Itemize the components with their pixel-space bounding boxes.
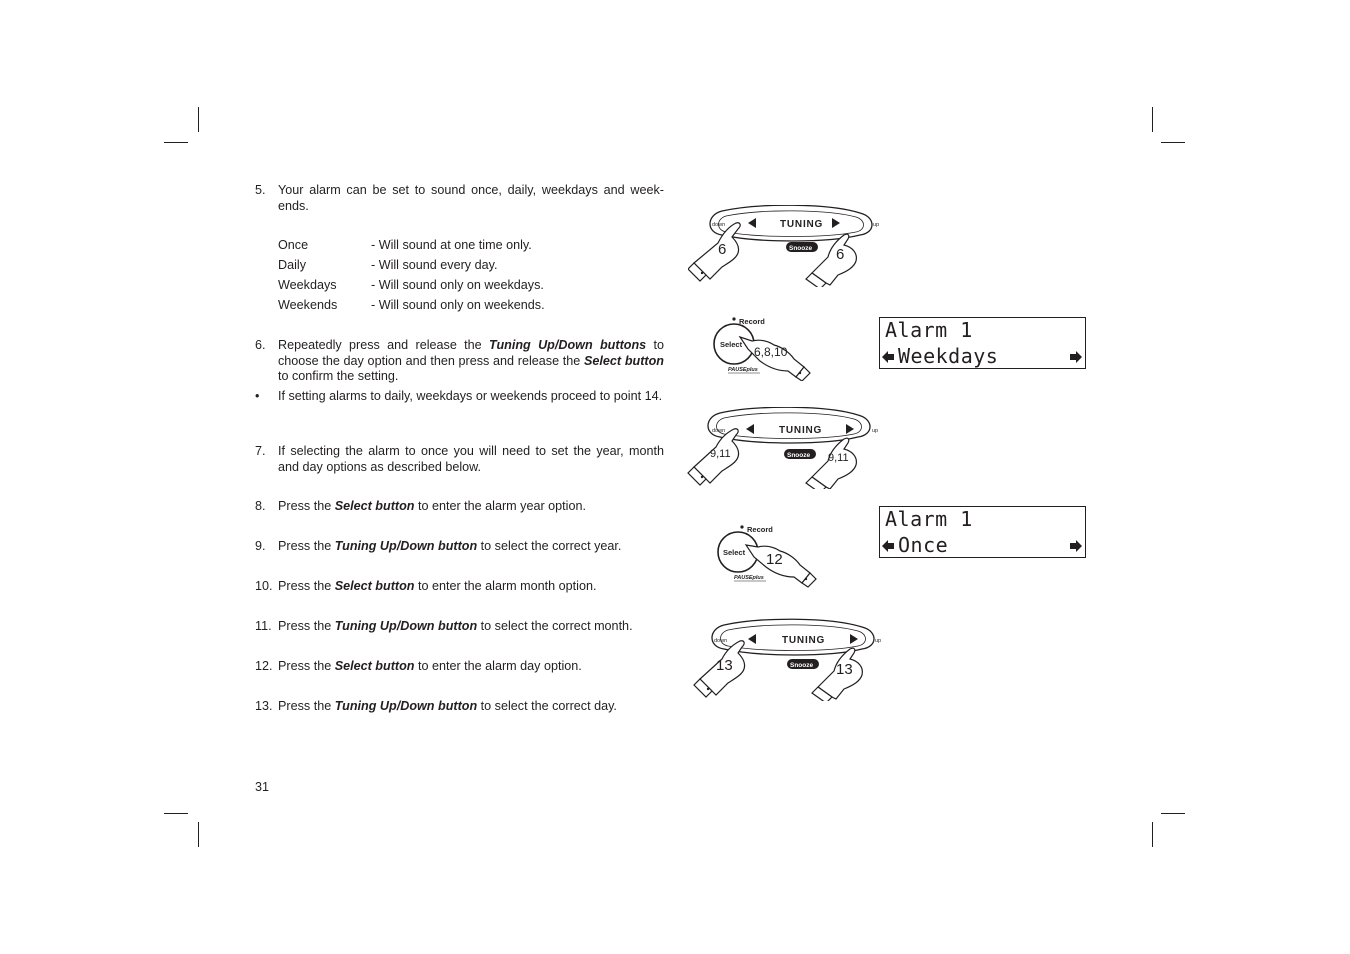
tuning-label: TUNING bbox=[780, 219, 824, 230]
record-dot-icon bbox=[732, 317, 735, 320]
step-10: 10. Press the Select button to enter the alarm month option. bbox=[255, 579, 597, 593]
step-11: 11. Press the Tuning Up/Down button to select the correct month. bbox=[255, 619, 633, 633]
snooze-label: Snooze bbox=[789, 245, 813, 252]
step-callout: 13 bbox=[836, 661, 853, 678]
step-7: 7. If selecting the alarm to once you will need to set the year, month and day options as described below. bbox=[255, 444, 664, 474]
crop-mark bbox=[198, 107, 199, 132]
up-label: up bbox=[875, 638, 882, 644]
pointing-hand-right bbox=[812, 648, 862, 701]
tuning-buttons-figure bbox=[690, 617, 890, 701]
select-button-figure bbox=[712, 523, 824, 589]
lcd-arrow-right-icon bbox=[1070, 351, 1082, 363]
pauseplus-logo: PAUSEplus bbox=[734, 575, 764, 581]
snooze-label: Snooze bbox=[787, 452, 811, 459]
crop-mark bbox=[1161, 142, 1185, 143]
down-label: down bbox=[712, 222, 726, 228]
up-label: up bbox=[872, 428, 879, 434]
lcd-arrow-left-icon bbox=[882, 540, 894, 552]
pointing-hand-right bbox=[806, 438, 856, 489]
step-callout: 6,8,10 bbox=[754, 345, 788, 359]
crop-mark bbox=[1152, 822, 1153, 847]
step-5: 5. Your alarm can be set to sound once, daily, weekdays and week-ends. bbox=[255, 183, 664, 213]
lcd-line-2: Once bbox=[898, 533, 949, 557]
step-callout: 9,11 bbox=[710, 448, 731, 460]
down-label: down bbox=[712, 428, 726, 434]
record-label: Record bbox=[747, 525, 773, 534]
lcd-line-1: Alarm 1 bbox=[885, 318, 973, 342]
lcd-display bbox=[879, 317, 1086, 369]
step-12: 12. Press the Select button to enter the alarm day option. bbox=[255, 659, 582, 673]
lcd-line-2: Weekdays bbox=[898, 344, 999, 368]
lcd-arrow-right-icon bbox=[1070, 540, 1082, 552]
step-6: 6. Repeatedly press and release the Tuning Up/Down buttons to choose the day option and then press and release the Select button to confirm the setting. bbox=[255, 338, 664, 384]
tuning-buttons-figure bbox=[688, 205, 888, 287]
step-callout: 12 bbox=[766, 551, 783, 568]
pauseplus-logo: PAUSEplus bbox=[728, 367, 758, 373]
record-label: Record bbox=[739, 317, 765, 326]
lcd-display bbox=[879, 506, 1086, 558]
page-number: 31 bbox=[255, 780, 270, 794]
step-bullet: • If setting alarms to daily, weekdays or weekends proceed to point 14. bbox=[255, 389, 663, 403]
step-13: 13. Press the Tuning Up/Down button to select the correct day. bbox=[255, 699, 617, 713]
tuning-label: TUNING bbox=[782, 635, 826, 646]
select-label: Select bbox=[723, 548, 746, 557]
down-label: down bbox=[714, 638, 728, 644]
crop-mark bbox=[1152, 107, 1153, 132]
step-callout: 13 bbox=[716, 657, 733, 674]
step-callout: 6 bbox=[718, 241, 727, 258]
step-8: 8. Press the Select button to enter the alarm year option. bbox=[255, 499, 586, 513]
crop-mark bbox=[1161, 813, 1185, 814]
up-label: up bbox=[873, 222, 880, 228]
select-button-figure bbox=[708, 315, 820, 381]
crop-mark bbox=[164, 813, 188, 814]
step-callout: 9,11 bbox=[828, 452, 849, 464]
record-dot-icon bbox=[740, 525, 743, 528]
select-label: Select bbox=[720, 340, 743, 349]
tuning-label: TUNING bbox=[779, 425, 823, 436]
pointing-hand-left bbox=[694, 641, 745, 697]
snooze-label: Snooze bbox=[790, 662, 814, 669]
step-9: 9. Press the Tuning Up/Down button to select the correct year. bbox=[255, 539, 622, 553]
lcd-line-1: Alarm 1 bbox=[885, 507, 973, 531]
pointing-hand-left bbox=[688, 429, 739, 485]
crop-mark bbox=[198, 822, 199, 847]
crop-mark bbox=[164, 142, 188, 143]
step-callout: 6 bbox=[836, 246, 845, 263]
tuning-buttons-figure bbox=[686, 407, 886, 489]
lcd-arrow-left-icon bbox=[882, 351, 894, 363]
